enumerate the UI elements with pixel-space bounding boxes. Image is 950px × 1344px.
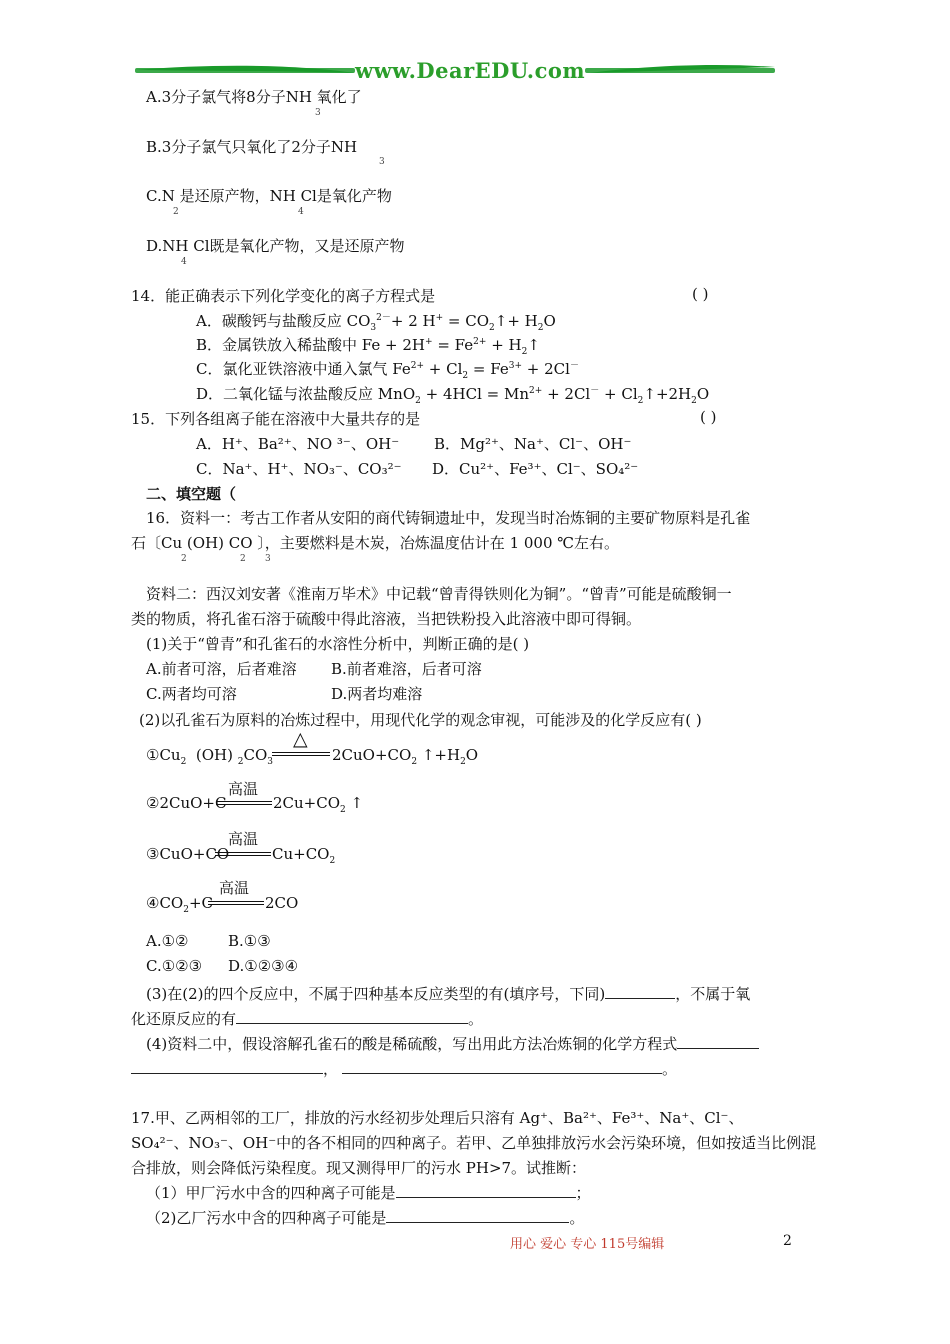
reaction-2-equals bbox=[216, 801, 272, 805]
q15-paren: ( ) bbox=[700, 408, 717, 426]
reaction-4-left: $④CO_2+C$ bbox=[146, 894, 214, 915]
header-logo bbox=[130, 56, 780, 90]
footer-note: 用心 爱心 专心 115号编辑 bbox=[510, 1237, 665, 1252]
reaction-2-right: $2Cu+CO_2$ ↑ bbox=[273, 794, 364, 815]
q16-sub2-d: D.①②③④ bbox=[228, 957, 299, 975]
answer-blank[interactable] bbox=[677, 1034, 759, 1049]
q15-option-a: A．H⁺、Ba²⁺、NO ³⁻、OH⁻ bbox=[196, 435, 400, 453]
q16-sub2-c: C.①②③ bbox=[146, 957, 203, 975]
reaction-3-equals bbox=[215, 852, 271, 856]
q17-line3: 合排放，则会降低污染程度。现又测得甲厂的污水 PH>7。试推断： bbox=[131, 1159, 587, 1177]
q13-option-b: B.3分子氯气只氧化了2分子NH bbox=[146, 138, 358, 156]
reaction-3-condition: 高温 bbox=[228, 830, 259, 848]
q17-sub2: （2)乙厂污水中含的四种离子可能是 。 bbox=[146, 1209, 585, 1227]
q16-sub4-line2: ， 。 bbox=[131, 1058, 677, 1079]
q16-sub1-d: D.两者均难溶 bbox=[331, 685, 423, 703]
q15-stem: 15．下列各组离子能在溶液中大量共存的是 bbox=[131, 410, 421, 428]
q13-d-sub: 4 bbox=[181, 257, 187, 267]
answer-blank[interactable] bbox=[396, 1183, 576, 1198]
q16-sub2-a: A.①② bbox=[146, 932, 189, 950]
logo-text: www.DearEDU.com bbox=[355, 58, 586, 83]
q16-sub4-line1: (4)资料二中，假设溶解孔雀石的酸是稀硫酸，写出用此方法冶炼铜的化学方程式 bbox=[146, 1033, 759, 1054]
q14-stem: 14．能正确表示下列化学变化的离子方程式是 bbox=[131, 287, 436, 305]
q16-sub-1: 2 bbox=[181, 554, 187, 564]
q17-sub1: （1）甲厂污水中含的四种离子可能是 ； bbox=[146, 1184, 591, 1202]
reaction-1-equals bbox=[272, 752, 330, 756]
q16-sub3-line1: (3)在(2)的四个反应中，不属于四种基本反应类型的有(填序号，下同) ，不属于氧 bbox=[146, 985, 751, 1003]
q15-option-d: D．Cu²⁺、Fe³⁺、Cl⁻、SO₄²⁻ bbox=[432, 460, 639, 478]
answer-blank[interactable] bbox=[342, 1059, 662, 1074]
q16-sub2-stem: (2)以孔雀石为原料的冶炼过程中，用现代化学的观念审视，可能涉及的化学反应有( ) bbox=[139, 711, 702, 729]
q16-p2-line2: 类的物质，将孔雀石溶于硫酸中得此溶液，当把铁粉投入此溶液中即可得铜。 bbox=[131, 610, 642, 628]
answer-blank[interactable] bbox=[386, 1208, 569, 1223]
reaction-3-left: ③CuO+CO bbox=[146, 845, 230, 863]
q13-b-sub: 3 bbox=[379, 157, 385, 167]
reaction-1: $①Cu_2$ (OH) $_2CO_3$ bbox=[146, 746, 273, 767]
reaction-4-right: 2CO bbox=[265, 894, 299, 912]
q14-option-d: D．二氧化锰与浓盐酸反应 $MnO_2 + 4HCl = Mn^{2+} + 2Cl^-$ + $Cl_2↑+2H_2O$ bbox=[196, 385, 710, 406]
q13-c-sub1: 2 bbox=[173, 207, 179, 217]
page-number: 2 bbox=[783, 1233, 792, 1249]
q13-option-d: D.NH Cl既是氧化产物，又是还原产物 bbox=[146, 237, 405, 255]
q16-line1: 16．资料一：考古工作者从安阳的商代铸铜遗址中，发现当时冶炼铜的主要矿物原料是孔雀 bbox=[146, 509, 751, 527]
section-title: 二、填空题（ bbox=[146, 485, 237, 503]
q13-c-sub2: 4 bbox=[298, 207, 304, 217]
q15-option-b: B．Mg²⁺、Na⁺、Cl⁻、OH⁻ bbox=[434, 435, 632, 453]
q13-a-sub: 3 bbox=[315, 108, 321, 118]
q14-option-b: B．金属铁放入稀盐酸中 $Fe + 2H^+ = Fe^{2+}$ + $H_2↑$ bbox=[196, 336, 540, 357]
reaction-1-right: $2CuO+CO_2$ $↑+H_2O$ bbox=[332, 746, 479, 767]
q14-option-c: C．氯化亚铁溶液中通入氯气 $Fe^{2+} + Cl_2 = Fe^{3+} + 2Cl^-$ bbox=[196, 360, 579, 381]
reaction-1-condition: △ bbox=[293, 728, 308, 750]
q16-sub1-c: C.两者均可溶 bbox=[146, 685, 237, 703]
q16-sub2-b: B.①③ bbox=[228, 932, 271, 950]
q14-option-a: A．碳酸钙与盐酸反应 $CO_3^{2-}+ 2$ $H^+ = CO_2↑+ H_2O$ bbox=[196, 312, 556, 333]
q13-option-c: C.N 是还原产物，NH Cl是氧化产物 bbox=[146, 187, 392, 205]
q16-sub1-a: A.前者可溶，后者难溶 bbox=[146, 660, 297, 678]
reaction-2-condition: 高温 bbox=[228, 780, 259, 798]
reaction-3-right: $Cu+CO_2$ bbox=[272, 845, 336, 866]
q14-paren: ( ) bbox=[692, 285, 709, 303]
q17-line2: SO₄²⁻、NO₃⁻、OH⁻中的各不相同的四种离子。若甲、乙单独排放污水会污染环境，但如按适当比例混 bbox=[131, 1134, 817, 1152]
answer-blank[interactable] bbox=[236, 1009, 468, 1024]
q16-sub1-stem: (1)关于“曾青”和孔雀石的水溶性分析中，判断正确的是( ) bbox=[146, 635, 530, 653]
answer-blank[interactable] bbox=[605, 984, 675, 999]
q16-line2: 石〔Cu (OH) CO 〕，主要燃料是木炭，冶炼温度估计在 1 000 ℃左右。 bbox=[131, 534, 620, 552]
answer-blank[interactable] bbox=[131, 1059, 323, 1074]
q15-option-c: C．Na⁺、H⁺、NO₃⁻、CO₃²⁻ bbox=[196, 460, 402, 478]
q16-sub3-line2: 化还原反应的有 。 bbox=[131, 1010, 484, 1028]
q16-sub1-b: B.前者难溶，后者可溶 bbox=[331, 660, 482, 678]
q16-p2-line1: 资料二：西汉刘安著《淮南万毕术》中记载“曾青得铁则化为铜”。“曾青”可能是硫酸铜一 bbox=[146, 585, 732, 603]
q17-line1: 17.甲、乙两相邻的工厂，排放的污水经初步处理后只溶有 Ag⁺、Ba²⁺、Fe³⁺、Na⁺、Cl⁻、 bbox=[131, 1109, 744, 1127]
q16-sub-2: 2 bbox=[240, 554, 246, 564]
reaction-4-condition: 高温 bbox=[219, 879, 250, 897]
q16-sub-3: 3 bbox=[265, 554, 271, 564]
reaction-2-left: ②2CuO+C bbox=[146, 794, 227, 812]
reaction-4-equals bbox=[208, 901, 264, 905]
q13-option-a: A.3分子氯气将8分子NH 氧化了 bbox=[146, 88, 362, 106]
